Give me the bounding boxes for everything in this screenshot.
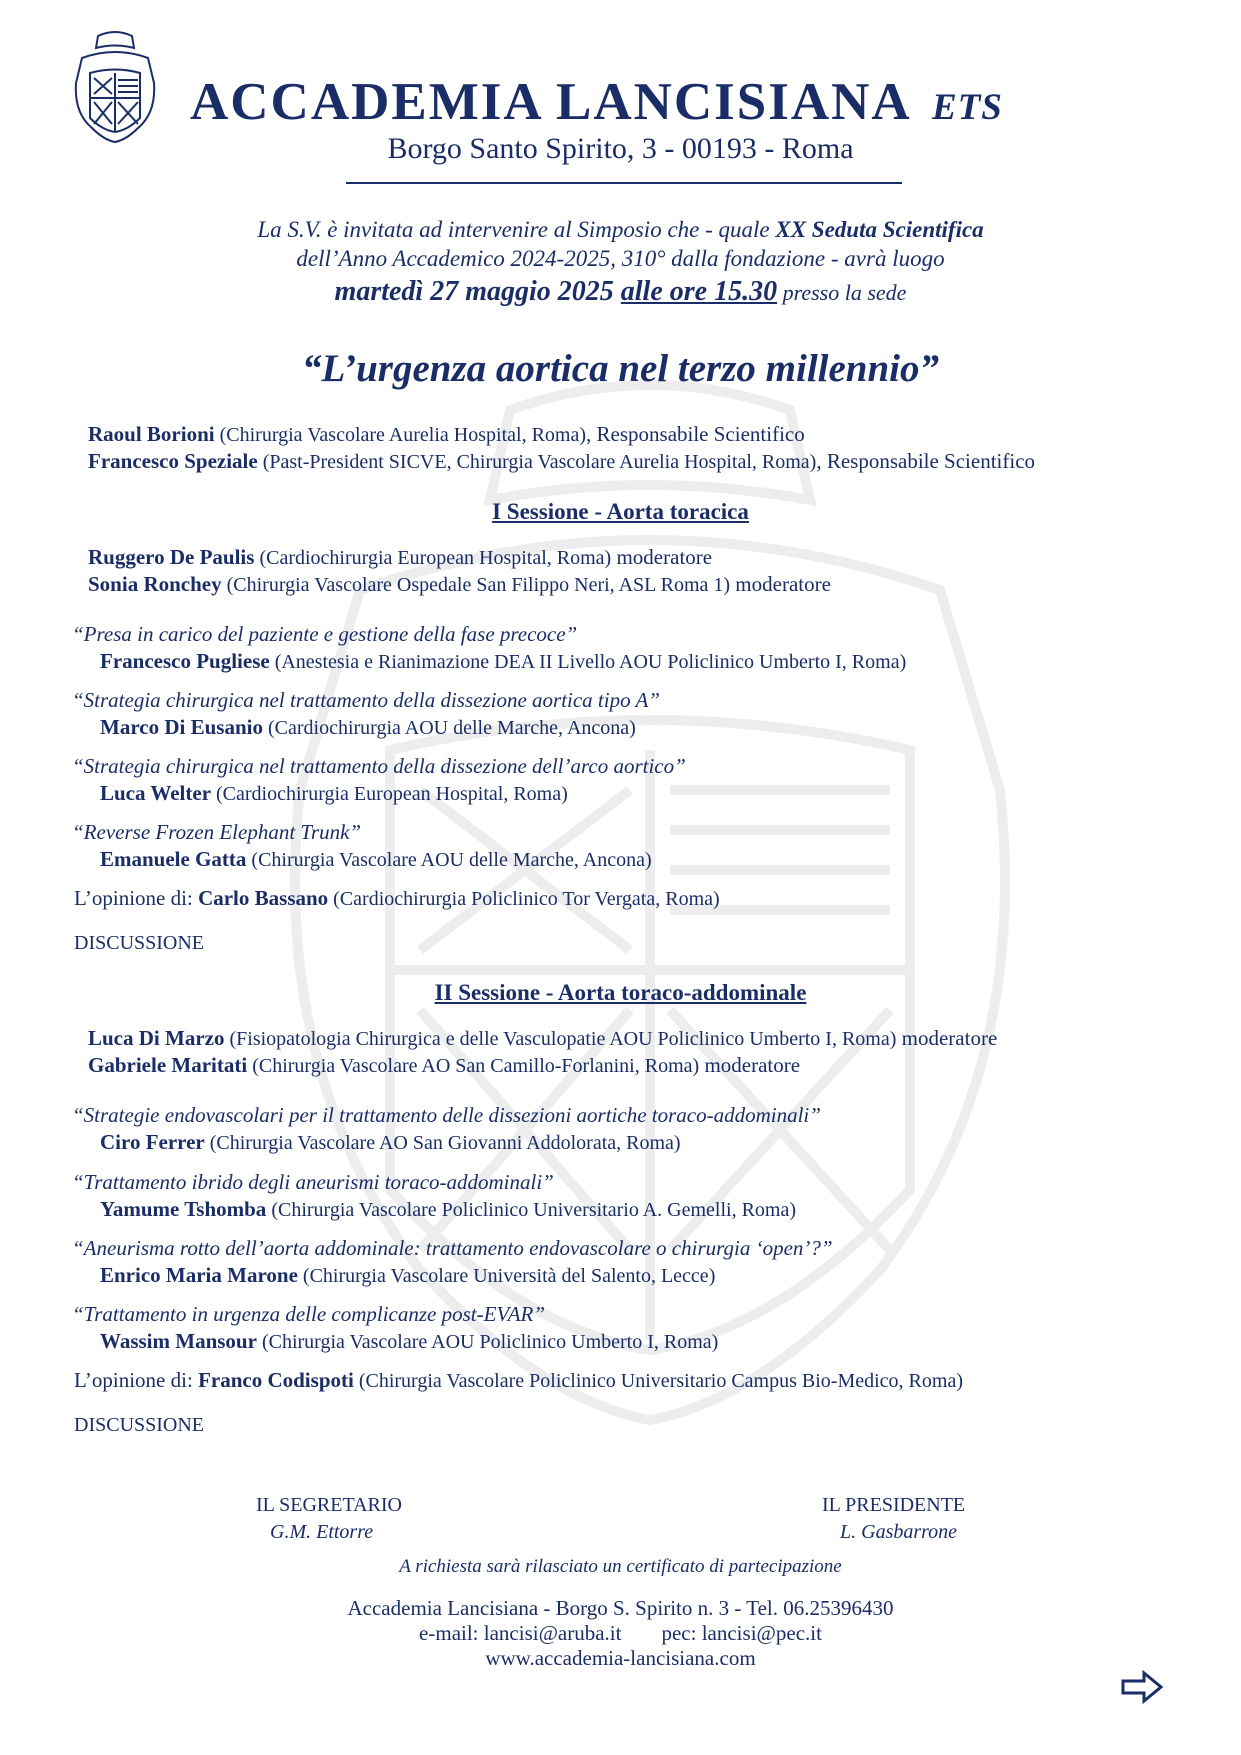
- session-1-moderator-1: Ruggero De Paulis (Cardiochirurgia European Hospital, Roma) moderatore: [88, 545, 713, 569]
- footer-pec[interactable]: pec: lancisi@pec.it: [661, 1621, 822, 1645]
- certificate-note: A richiesta sarà rilasciato un certificato di partecipazione: [399, 1556, 842, 1577]
- footer-website[interactable]: www.accademia-lancisiana.com: [485, 1646, 756, 1670]
- secretary-name: G.M. Ettorre: [270, 1521, 374, 1543]
- responsible-2: Francesco Speziale (Past-President SICVE, Chirurgia Vascolare Aurelia Hospital, Roma), Responsabile Scientifico: [88, 449, 1036, 473]
- invitation-line-2: dell’Anno Accademico 2024-2025, 310° dalla fondazione - avrà luogo: [296, 246, 945, 271]
- session-2-talk-4-speaker: Wassim Mansour (Chirurgia Vascolare AOU Policlinico Umberto I, Roma): [100, 1329, 719, 1353]
- president-name: L. Gasbarrone: [840, 1521, 958, 1543]
- session-2-talk-3-speaker: Enrico Maria Marone (Chirurgia Vascolare Università del Salento, Lecce): [100, 1263, 716, 1287]
- invitation-line-1: La S.V. è invitata ad intervenire al Simposio che - quale XX Seduta Scientifica: [257, 217, 984, 242]
- session-1-title: I Sessione - Aorta toracica: [492, 499, 749, 524]
- session-1-moderator-2: Sonia Ronchey (Chirurgia Vascolare Ospedale San Filippo Neri, ASL Roma 1) moderatore: [88, 572, 831, 596]
- session-1-talk-1-speaker: Francesco Pugliese (Anestesia e Rianimazione DEA II Livello AOU Policlinico Umberto I, Roma): [100, 649, 907, 673]
- session-2-title: II Sessione - Aorta toraco-addominale: [434, 980, 807, 1005]
- header-divider: [346, 182, 902, 184]
- academy-title: ACCADEMIA LANCISIANA ETS: [190, 73, 1003, 131]
- session-1-talk-3-speaker: Luca Welter (Cardiochirurgia European Hospital, Roma): [100, 781, 568, 805]
- session-2-talk-1-title: “Strategie endovascolari per il trattamento delle dissezioni aortiche toraco-addominali”: [72, 1103, 821, 1127]
- session-1-opinion: L’opinione di: Carlo Bassano (Cardiochirurgia Policlinico Tor Vergata, Roma): [74, 886, 720, 910]
- academy-address: Borgo Santo Spirito, 3 - 00193 - Roma: [387, 132, 854, 165]
- president-label: IL PRESIDENTE: [822, 1494, 966, 1516]
- session-2-discussion: DISCUSSIONE: [74, 1414, 205, 1436]
- session-2-talk-3-title: “Aneurisma rotto dell’aorta addominale: trattamento endovascolare o chirurgia ‘open’?”: [72, 1236, 833, 1260]
- session-1-talk-2-speaker: Marco Di Eusanio (Cardiochirurgia AOU delle Marche, Ancona): [100, 715, 636, 739]
- session-1-talk-2-title: “Strategia chirurgica nel trattamento della dissezione aortica tipo A”: [72, 688, 660, 712]
- footer-contacts: [0, 1621, 1241, 1646]
- responsible-1: Raoul Borioni (Chirurgia Vascolare Aurelia Hospital, Roma), Responsabile Scientifico: [88, 422, 805, 446]
- session-2-moderator-2: Gabriele Maritati (Chirurgia Vascolare AO San Camillo-Forlanini, Roma) moderatore: [88, 1053, 801, 1077]
- session-2-opinion: L’opinione di: Franco Codispoti (Chirurgia Vascolare Policlinico Universitario Campus Bio-Medico, Roma): [74, 1368, 963, 1392]
- session-2-talk-2-title: “Trattamento ibrido degli aneurismi toraco-addominali”: [72, 1170, 554, 1194]
- session-2-talk-4-title: “Trattamento in urgenza delle complicanze post-EVAR”: [72, 1302, 546, 1326]
- symposium-title: “L’urgenza aortica nel terzo millennio”: [301, 347, 940, 390]
- event-date: martedì 27 maggio 2025 alle ore 15.30 presso la sede: [334, 276, 907, 307]
- session-2-moderator-1: Luca Di Marzo (Fisiopatologia Chirurgica e delle Vasculopatie AOU Policlinico Umberto I, Roma) moderatore: [88, 1026, 998, 1050]
- footer-email[interactable]: e-mail: lancisi@aruba.it: [419, 1621, 622, 1645]
- session-1-talk-4-title: “Reverse Frozen Elephant Trunk”: [72, 820, 362, 844]
- right-arrow-icon[interactable]: [1120, 1670, 1164, 1704]
- footer-address: Accademia Lancisiana - Borgo S. Spirito n. 3 - Tel. 06.25396430: [347, 1596, 894, 1620]
- session-1-discussion: DISCUSSIONE: [74, 932, 205, 954]
- session-1-talk-4-speaker: Emanuele Gatta (Chirurgia Vascolare AOU delle Marche, Ancona): [100, 847, 652, 871]
- coat-of-arms-icon: [68, 28, 162, 146]
- secretary-label: IL SEGRETARIO: [256, 1494, 402, 1516]
- session-2-talk-2-speaker: Yamume Tshomba (Chirurgia Vascolare Policlinico Universitario A. Gemelli, Roma): [100, 1197, 797, 1221]
- session-2-talk-1-speaker: Ciro Ferrer (Chirurgia Vascolare AO San Giovanni Addolorata, Roma): [100, 1130, 681, 1154]
- session-1-talk-1-title: “Presa in carico del paziente e gestione della fase precoce”: [72, 622, 578, 646]
- session-1-talk-3-title: “Strategia chirurgica nel trattamento della dissezione dell’arco aortico”: [72, 754, 686, 778]
